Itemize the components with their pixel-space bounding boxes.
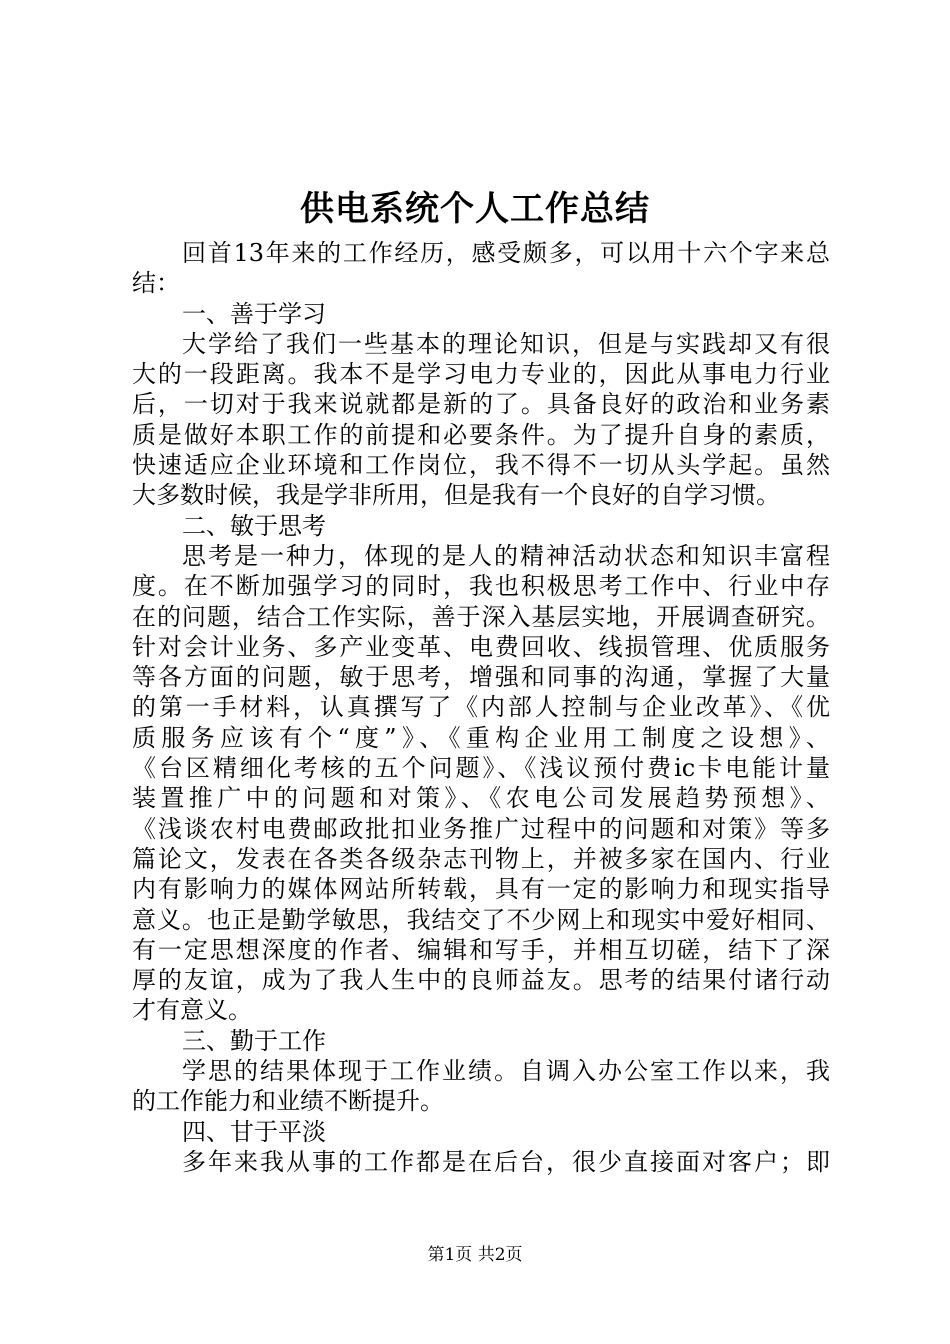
- paragraph-line: 后，一切对于我来说就都是新的了。具备良好的政治和业务素: [132, 390, 830, 419]
- paragraph-line: 大学给了我们一些基本的理论知识，但是与实践却又有很: [182, 329, 830, 358]
- paragraph-line: 在的问题，结合工作实际，善于深入基层实地，开展调查研究。: [132, 602, 830, 631]
- paragraph-line: 质是做好本职工作的前提和必要条件。为了提升自身的素质，: [132, 420, 830, 449]
- paragraph-line: 篇论文，发表在各类各级杂志刊物上，并被多家在国内、行业: [132, 844, 830, 873]
- paragraph-line: 结：: [132, 269, 180, 298]
- paragraph-line: 大的一段距离。我本不是学习电力专业的，因此从事电力行业: [132, 360, 830, 389]
- paragraph-line: 等各方面的问题，敏于思考，增强和同事的沟通，掌握了大量: [132, 663, 830, 692]
- paragraph-line: 意义。也正是勤学敏思，我结交了不少网上和现实中爱好相同、: [132, 905, 830, 934]
- paragraph-line: 质服务应该有个“度”》、《重构企业用工制度之设想》、: [132, 723, 830, 752]
- paragraph-line: 回首13年来的工作经历，感受颇多，可以用十六个字来总: [182, 239, 830, 267]
- section-heading: 二、敏于思考: [182, 511, 326, 540]
- paragraph-line: 针对会计业务、多产业变革、电费回收、线损管理、优质服务: [132, 632, 830, 661]
- paragraph-line: 装置推广中的问题和对策》、《农电公司发展趋势预想》、: [132, 784, 830, 813]
- paragraph-line: 多年来我从事的工作都是在后台，很少直接面对客户；即: [182, 1147, 830, 1176]
- paragraph-line: 厚的友谊，成为了我人生中的良师益友。思考的结果付诸行动: [132, 966, 830, 995]
- paragraph-line: 才有意义。: [132, 996, 252, 1025]
- document-title: 供电系统个人工作总结: [300, 189, 650, 229]
- paragraph-line: 度。在不断加强学习的同时，我也积极思考工作中、行业中存: [132, 572, 830, 601]
- document-body: [132, 238, 830, 1177]
- paragraph-line: 思考是一种力，体现的是人的精神活动状态和知识丰富程: [182, 541, 830, 570]
- page-number: 第1页 共2页: [427, 1245, 523, 1265]
- paragraph-line: 内有影响力的媒体网站所转载，具有一定的影响力和现实指导: [132, 875, 830, 904]
- paragraph-line: 快速适应企业环境和工作岗位，我不得不一切从头学起。虽然: [132, 451, 830, 480]
- paragraph-line: 《台区精细化考核的五个问题》、《浅议预付费ic卡电能计量: [132, 754, 830, 783]
- paragraph-line: 的第一手材料，认真撰写了《内部人控制与企业改革》、《优: [132, 693, 830, 722]
- paragraph-line: 《浅谈农村电费邮政批扣业务推广过程中的问题和对策》等多: [132, 814, 830, 843]
- section-heading: 三、勤于工作: [182, 1026, 326, 1055]
- section-heading: 四、甘于平淡: [182, 1117, 326, 1146]
- paragraph-line: 学思的结果体现于工作业绩。自调入办公室工作以来，我: [182, 1057, 830, 1086]
- paragraph-line: 的工作能力和业绩不断提升。: [132, 1087, 444, 1116]
- paragraph-line: 有一定思想深度的作者、编辑和写手，并相互切磋，结下了深: [132, 935, 830, 964]
- paragraph-line: 大多数时候，我是学非所用，但是我有一个良好的自学习惯。: [132, 481, 780, 510]
- section-heading: 一、善于学习: [182, 299, 326, 328]
